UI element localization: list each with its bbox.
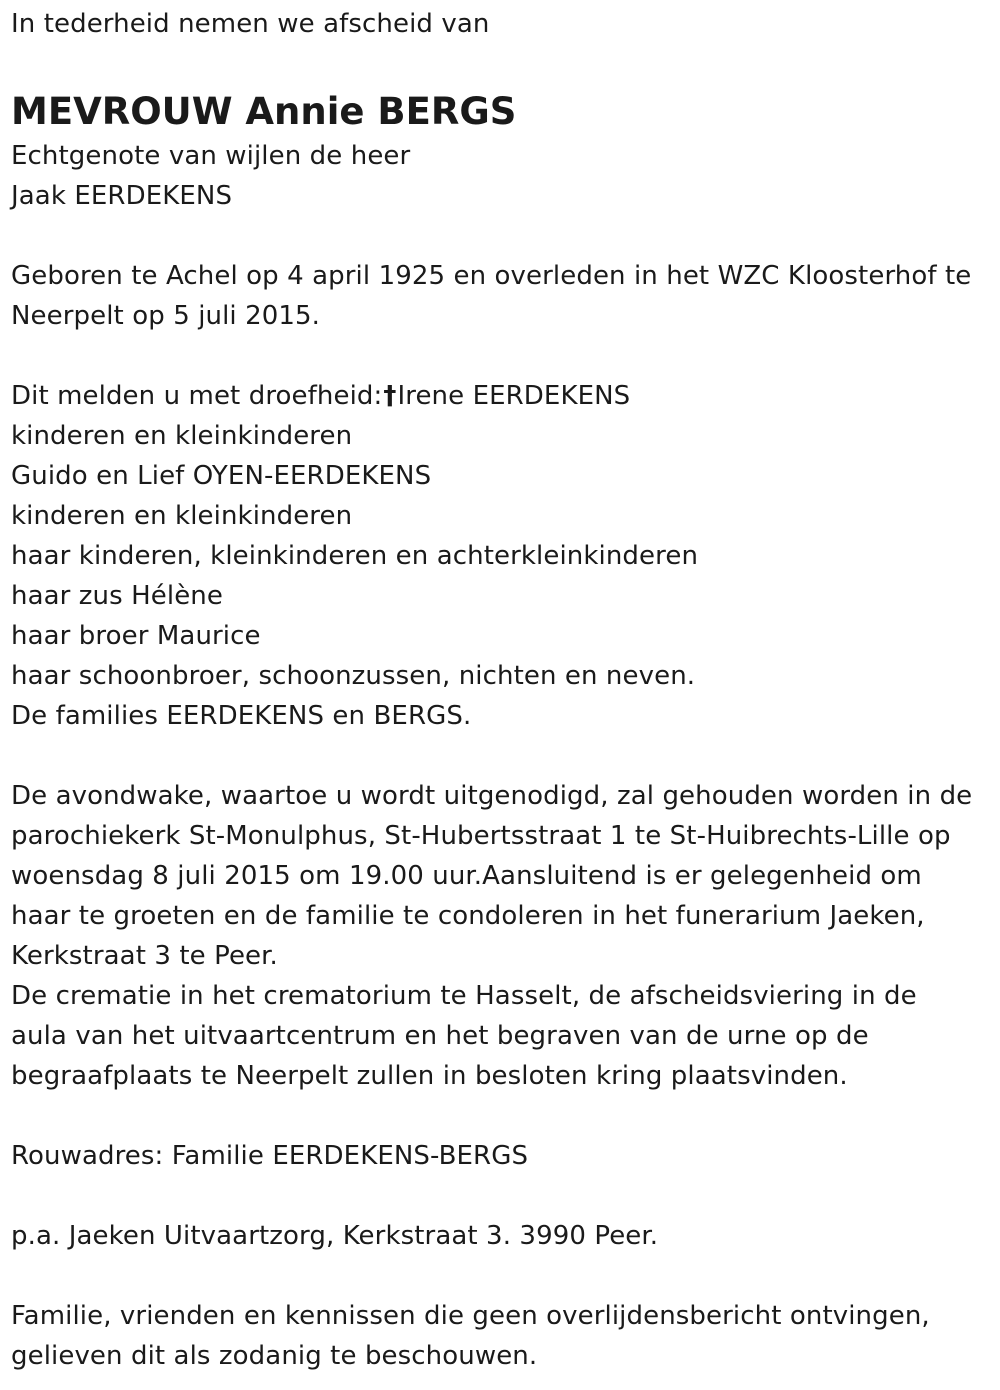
spacer [11,336,991,376]
mourner-line: kinderen en kleinkinderen [11,501,353,531]
mourner-line: haar zus Hélène [11,581,223,611]
mourner-name: Irene EERDEKENS [397,381,631,411]
spacer [11,216,991,256]
spacer [11,44,991,84]
mourner-line: haar schoonbroer, schoonzussen, nichten en neven. [11,661,696,691]
cross-icon: † [383,381,397,411]
spacer [11,1256,991,1296]
ceremony-line: begraafplaats te Neerpelt zullen in besloten kring plaatsvinden. [11,1061,848,1091]
spouse-line-1: Echtgenote van wijlen de heer [11,141,411,171]
ceremony-line: parochiekerk St-Monulphus, St-Hubertsstraat 1 te St-Huibrechts-Lille op [11,821,951,851]
birth-death-line-1: Geboren te Achel op 4 april 1925 en overleden in het WZC Kloosterhof te [11,261,972,291]
ceremony-line: Kerkstraat 3 te Peer. [11,941,278,971]
spacer [11,1096,991,1136]
mourner-line: De families EERDEKENS en BERGS. [11,701,472,731]
mourner-line: haar kinderen, kleinkinderen en achterkleinkinderen [11,541,699,571]
closing-line-2: gelieven dit als zodanig te beschouwen. [11,1341,538,1371]
spouse-line-2: Jaak EERDEKENS [11,181,233,211]
rouwadres-line: Rouwadres: Familie EERDEKENS-BERGS [11,1141,529,1171]
ceremony-line: aula van het uitvaartcentrum en het begraven van de urne op de [11,1021,869,1051]
spacer [11,1176,991,1216]
mourner-line: kinderen en kleinkinderen [11,421,353,451]
mourner-line: Guido en Lief OYEN-EERDEKENS [11,461,432,491]
mourner-line: haar broer Maurice [11,621,261,651]
ceremony-line: De crematie in het crematorium te Hasselt, de afscheidsviering in de [11,981,917,1011]
mourners-intro: Dit melden u met droefheid: [11,381,383,411]
ceremony-line: woensdag 8 juli 2015 om 19.00 uur.Aansluitend is er gelegenheid om [11,861,922,891]
ceremony-line: De avondwake, waartoe u wordt uitgenodigd, zal gehouden worden in de [11,781,973,811]
deceased-name: MEVROUW Annie BERGS [11,90,517,133]
closing-line-1: Familie, vrienden en kennissen die geen overlijdensbericht ontvingen, [11,1301,930,1331]
postal-address-line: p.a. Jaeken Uitvaartzorg, Kerkstraat 3. 3990 Peer. [11,1221,659,1251]
mourners-first-line [11,376,991,416]
obituary-notice [11,4,991,1376]
ceremony-line: haar te groeten en de familie te condoleren in het funerarium Jaeken, [11,901,925,931]
birth-death-line-2: Neerpelt op 5 juli 2015. [11,301,321,331]
intro-text: In tederheid nemen we afscheid van [11,9,490,39]
spacer [11,736,991,776]
